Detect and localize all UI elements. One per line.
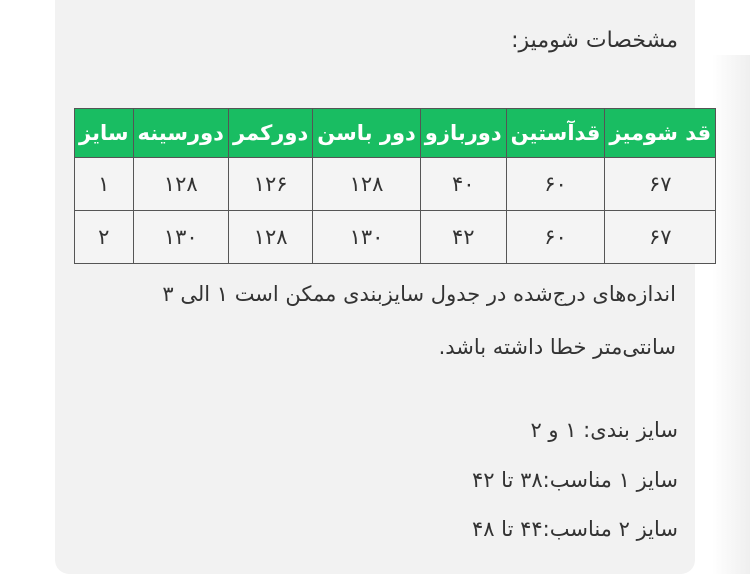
table-row bbox=[75, 158, 716, 211]
header-arm-circumference: دوربازو bbox=[420, 109, 506, 158]
table-row bbox=[75, 211, 716, 264]
size-table bbox=[74, 108, 716, 264]
table-cell: ۱۳۰ bbox=[313, 211, 421, 264]
table-cell: ۴۲ bbox=[420, 211, 506, 264]
table-cell: ۱۳۰ bbox=[133, 211, 228, 264]
table-cell: ۱ bbox=[75, 158, 134, 211]
table-cell: ۱۲۸ bbox=[228, 211, 312, 264]
table-cell: ۶۷ bbox=[605, 158, 716, 211]
size-2-fit-line: سایز ۲ مناسب:۴۴ تا ۴۸ bbox=[471, 517, 678, 541]
page-edge-shadow bbox=[712, 55, 750, 574]
table-cell: ۱۲۶ bbox=[228, 158, 312, 211]
header-hip-circumference: دور باسن bbox=[313, 109, 421, 158]
size-1-fit-line: سایز ۱ مناسب:۳۸ تا ۴۲ bbox=[471, 468, 678, 492]
table-cell: ۱۲۸ bbox=[133, 158, 228, 211]
header-blouse-length: قد شومیز bbox=[605, 109, 716, 158]
table-cell: ۴۰ bbox=[420, 158, 506, 211]
size-range-line: سایز بندی: ۱ و ۲ bbox=[530, 418, 678, 442]
specs-heading: مشخصات شومیز: bbox=[511, 28, 678, 53]
table-cell: ۱۲۸ bbox=[313, 158, 421, 211]
table-cell: ۶۰ bbox=[506, 158, 605, 211]
header-waist-circumference: دورکمر bbox=[228, 109, 312, 158]
header-chest-circumference: دورسینه bbox=[133, 109, 228, 158]
measurement-tolerance-note: اندازه‌های درج‌شده در جدول سایزبندی ممکن است ۱ الی ۳ سانتی‌متر خطا داشته باشد. bbox=[162, 282, 676, 359]
table-cell: ۲ bbox=[75, 211, 134, 264]
table-cell: ۶۰ bbox=[506, 211, 605, 264]
header-sleeve-length: قدآستین bbox=[506, 109, 605, 158]
size-table-header-row bbox=[75, 109, 716, 158]
header-size: سایز bbox=[75, 109, 134, 158]
table-cell: ۶۷ bbox=[605, 211, 716, 264]
